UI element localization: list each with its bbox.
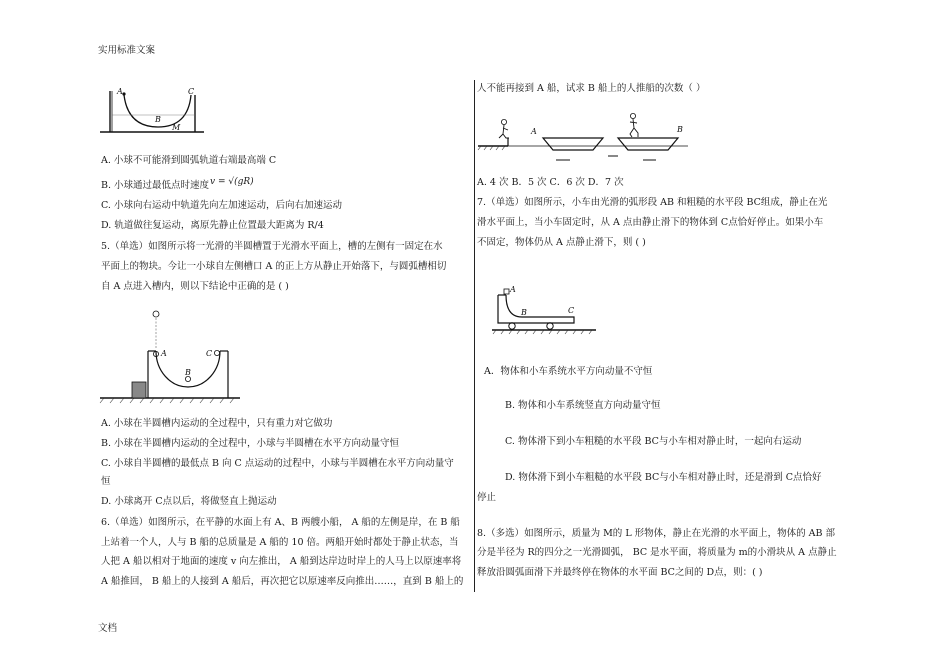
page-header: 实用标准文案 bbox=[98, 45, 156, 56]
column-divider bbox=[474, 80, 475, 592]
q5-stem-line-2: 平面上的物块。今让一小球自左侧槽口 A 的正上方从静止开始落下，与圆弧槽相切 bbox=[101, 261, 447, 272]
q7-option-a: A．物体和小车系统水平方向动量不守恒 bbox=[484, 366, 653, 377]
figure-4-cart bbox=[492, 283, 602, 338]
q8-stem-line-2: 分是半径为 R的四分之一光滑圆弧， BC 是水平面，将质量为 m的小滑块从 A 点静止 bbox=[477, 547, 837, 558]
q7-option-b: B. 物体和小车系统竖直方向动量守恒 bbox=[505, 400, 661, 411]
q7-option-d: D. 物体滑下到小车粗糙的水平段 BC与小车相对静止时，还是滑到 C点恰好 bbox=[505, 472, 822, 483]
fig3-label-a: A bbox=[531, 127, 537, 136]
fig1-label-c: C bbox=[188, 87, 195, 96]
q7-stem-line-3: 不固定，物体仍从 A 点静止滑下，则 ( ) bbox=[477, 237, 646, 248]
fig4-label-a: A bbox=[510, 285, 516, 294]
figure-1-arc-track bbox=[100, 85, 210, 140]
q7-option-c: C. 物体滑下到小车粗糙的水平段 BC与小车相对静止时，一起向右运动 bbox=[505, 436, 802, 447]
q4-option-c: C. 小球向右运动中轨道先向左加速运动，后向右加速运动 bbox=[101, 200, 342, 211]
q6-stem-line-1: 6.（单选）如图所示，在平静的水面上有 A、B 两艘小船， A 船的左侧是岸，在 B 船 bbox=[101, 517, 460, 528]
q6-stem-continued: 人不能再接到 A 船，试求 B 船上的人推船的次数（ ） bbox=[477, 83, 706, 94]
q5-option-d: D. 小球离开 C点以后，将做竖直上抛运动 bbox=[101, 496, 277, 507]
q6-options: A. 4 次 B．5 次 C．6 次 D．7 次 bbox=[477, 177, 624, 188]
q7-stem-line-2: 滑水平面上，当小车固定时，从 A 点由静止滑下的物体到 C点恰好停止。如果小车 bbox=[477, 217, 824, 228]
q5-option-c-cont: 恒 bbox=[101, 476, 111, 487]
q7-stem-line-1: 7.（单选）如图所示，小车由光滑的弧形段 AB 和粗糙的水平段 BC组成，静止在光 bbox=[477, 197, 828, 208]
fig2-label-c: C bbox=[206, 349, 213, 358]
q6-stem-line-3: 人把 A 船以相对于地面的速度 v 向左推出， A 船到达岸边时岸上的人马上以原速率将 bbox=[101, 556, 462, 567]
figure-3-boats bbox=[478, 110, 698, 170]
q8-stem-line-3: 释放沿圆弧面滑下并最终停在物体的水平面 BC之间的 D点，则：( ) bbox=[477, 567, 763, 578]
fig4-label-c: C bbox=[568, 306, 575, 315]
q5-option-c: C. 小球自半圆槽的最低点 B 向 C 点运动的过程中，小球与半圆槽在水平方向动量守 bbox=[101, 458, 454, 469]
fig4-label-b: B bbox=[521, 308, 527, 317]
figure-2-semicircle-trough bbox=[100, 305, 250, 410]
fig3-label-b: B bbox=[677, 125, 683, 134]
q4-formula: v = √(gR) bbox=[210, 177, 254, 187]
fig2-label-a: A bbox=[161, 349, 167, 358]
q8-stem-line-1: 8.（多选）如图所示，质量为 M的 L 形物体，静止在光滑的水平面上，物体的 AB 部 bbox=[477, 528, 836, 539]
fig1-label-a: A bbox=[117, 87, 123, 96]
q4-option-b: B. 小球通过最低点时速度 bbox=[101, 180, 210, 191]
q5-option-a: A. 小球在半圆槽内运动的全过程中，只有重力对它做功 bbox=[101, 418, 333, 429]
q5-stem-line-1: 5.（单选）如图所示将一光滑的半圆槽置于光滑水平面上，槽的左侧有一固定在水 bbox=[101, 241, 443, 252]
fig2-label-b: B bbox=[185, 368, 191, 377]
fig1-label-m: M bbox=[172, 123, 181, 132]
page-footer: 文档 bbox=[98, 623, 118, 634]
q5-option-b: B. 小球在半圆槽内运动的全过程中，小球与半圆槽在水平方向动量守恒 bbox=[101, 438, 400, 449]
q7-option-d-cont: 停止 bbox=[477, 492, 497, 503]
q4-option-a: A. 小球不可能滑到圆弧轨道右端最高端 C bbox=[101, 155, 277, 166]
q4-option-d: D. 轨道做往复运动，离原先静止位置最大距离为 R/4 bbox=[101, 220, 324, 231]
q6-stem-line-2: 上站着一个人，人与 B 船的总质量是 A 船的 10 倍。两船开始时都处于静止状态，当 bbox=[101, 537, 459, 548]
fig1-label-b: B bbox=[155, 115, 161, 124]
q5-stem-line-3: 自 A 点进入槽内，则以下结论中正确的是 ( ) bbox=[101, 281, 289, 292]
q6-stem-line-4: A 船推回， B 船上的人接到 A 船后，再次把它以原速率反向推出……，直到 B 船上的 bbox=[101, 576, 464, 587]
